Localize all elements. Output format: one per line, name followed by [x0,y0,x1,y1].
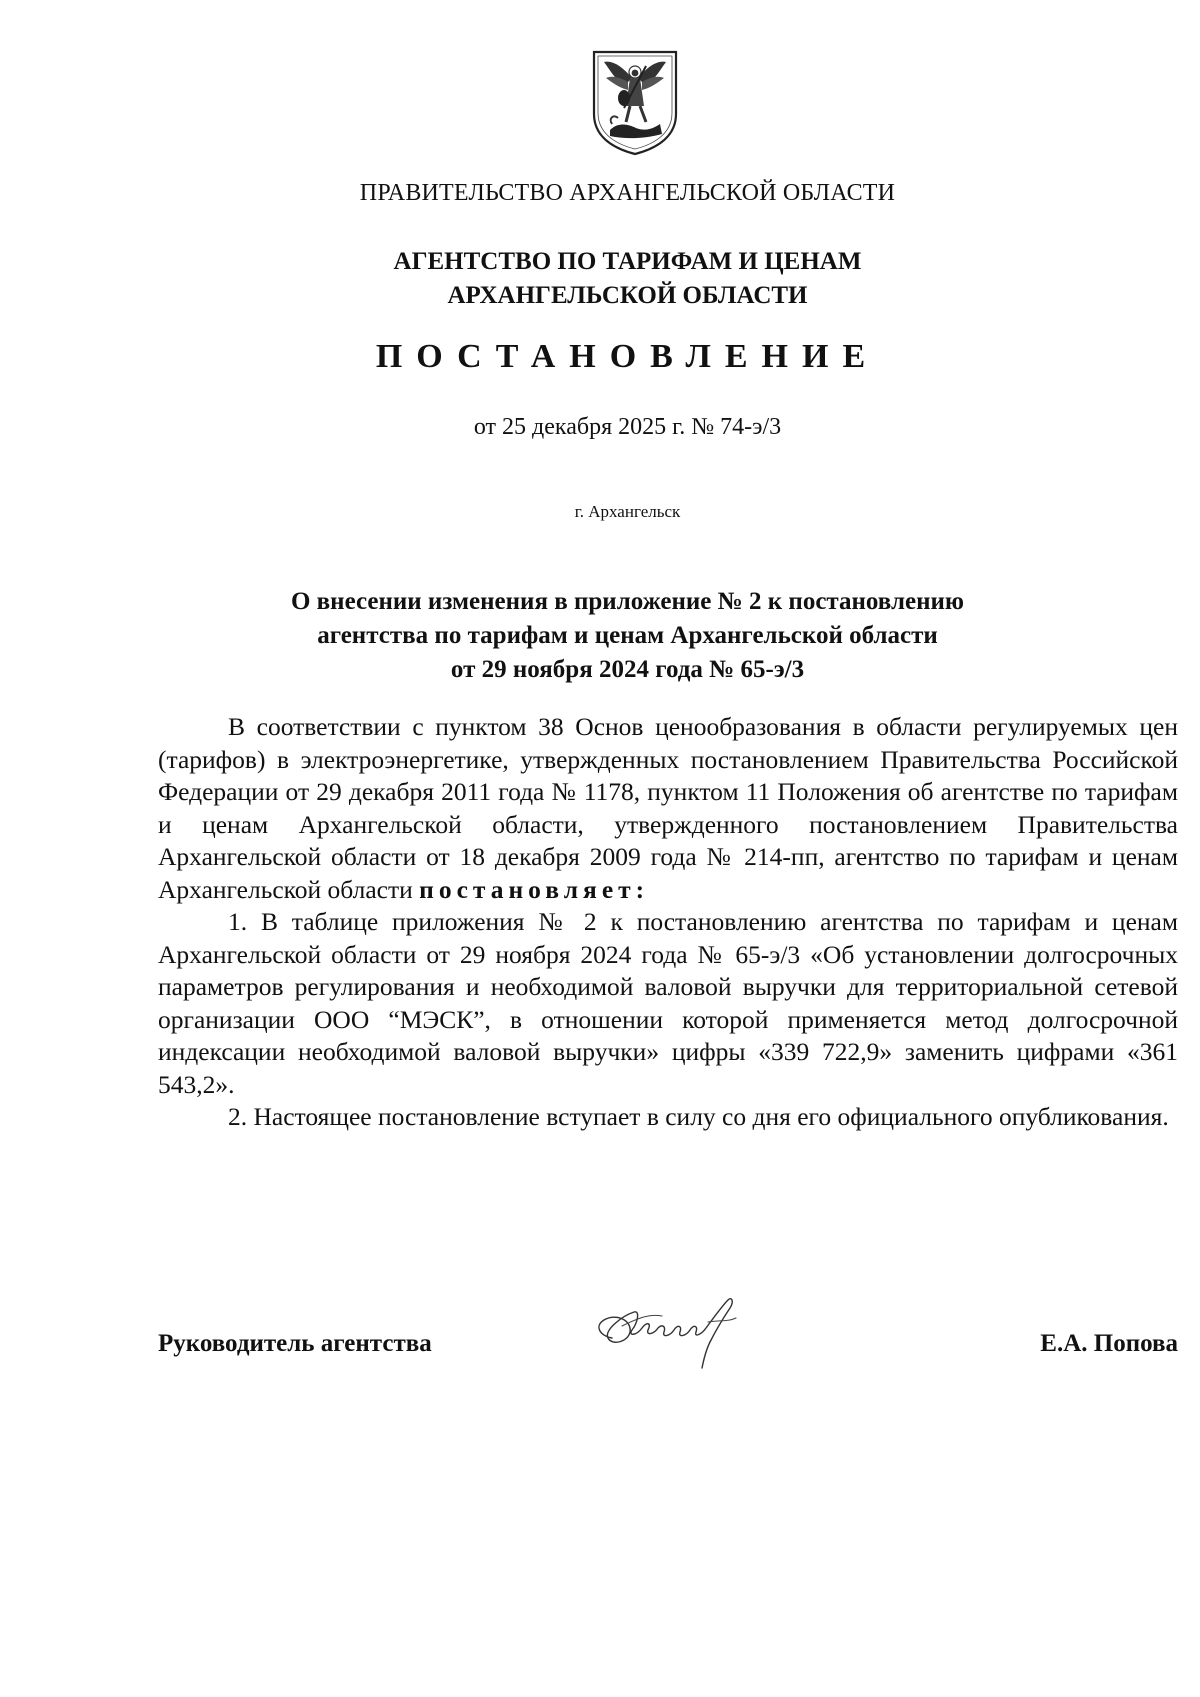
government-name: ПРАВИТЕЛЬСТВО АРХАНГЕЛЬСКОЙ ОБЛАСТИ [359,180,896,206]
decree-word: постановляет: [419,874,650,904]
resolution-subject [0,585,1200,687]
subject-line1: О внесении изменения в приложение № 2 к постановлению [290,588,965,615]
archangel-michael-coat-of-arms-icon [588,48,682,156]
preamble-text: В соответствии с пунктом 38 Основ ценообразования в области регулируемых цен (тарифов) в электроэнергетике, утвержденных постановлением Правительства Российской Федерации от 29 декабря 2011 года № 1178, пунктом 11 Положения об агентстве по тарифам и ценам Архангельской области, утвержденного постановлением Правительства Архангельской области от 18 декабря 2009 года № 214-пп, агентство по тарифам и ценам Архангельской области [158,712,1178,904]
date-and-number: от 25 декабря 2025 г. № 74-э/3 [473,414,782,440]
item-2-paragraph: 2. Настоящее постановление вступает в силу со дня его официального опубликования. [228,1102,1169,1131]
item-1-paragraph: 1. В таблице приложения № 2 к постановлению агентства по тарифам и ценам Архангельской области от 29 ноября 2024 года № 65-э/3 «Об установлении долгосрочных параметров регулирования и необходимой валовой выручки для территориальной сетевой организации ООО “МЭСК”, в отношении которой применяется метод долгосрочной индексации необходимой валовой выручки» цифры «339 722,9» заменить цифрами «361 543,2». [158,907,1178,1099]
agency-name [0,245,1200,313]
subject-line2: агентства по тарифам и ценам Архангельской области [317,622,938,649]
signatory-name: Е.А. Попова [1040,1330,1178,1357]
city-name: г. Архангельск [574,502,681,521]
agency-name-line2: АРХАНГЕЛЬСКОЙ ОБЛАСТИ [447,282,808,309]
signature-block [158,1330,1178,1370]
resolution-body [158,711,1178,1134]
signatory-position: Руководитель агентства [158,1330,432,1357]
subject-line3: от 29 ноября 2024 года № 65-э/3 [450,656,805,683]
document-type-title: ПОСТАНОВЛЕНИЕ [375,338,880,375]
agency-name-line1: АГЕНТСТВО ПО ТАРИФАМ И ЦЕНАМ [393,248,862,275]
preamble-paragraph [158,711,1178,906]
